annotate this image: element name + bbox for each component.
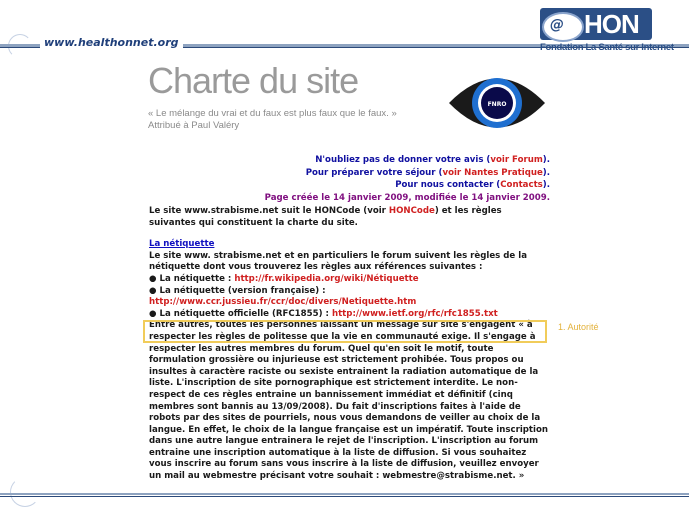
notes-text: ). bbox=[542, 155, 550, 165]
page-quote bbox=[148, 108, 438, 132]
reference-label: ● La nétiquette officielle (RFC1855) : bbox=[149, 308, 332, 319]
quote-text: « Le mélange du vrai et du faux est plus faux que le faux. » bbox=[148, 108, 397, 119]
spacer bbox=[149, 229, 551, 239]
notes-line-contact bbox=[245, 179, 550, 192]
footer-rule bbox=[0, 493, 689, 495]
reference-label: ● La nétiquette : bbox=[149, 273, 235, 284]
jussieu-link[interactable]: http://www.ccr.jussieu.fr/ccr/doc/divers/Netiquette.htm bbox=[149, 297, 417, 308]
ietf-link[interactable]: http://www.ietf.org/rfc/rfc1855.txt bbox=[331, 308, 498, 319]
hon-at-icon bbox=[542, 12, 584, 42]
nantes-pratique-link[interactable]: voir Nantes Pratique bbox=[442, 167, 543, 178]
reference-label: ● La nétiquette (version française) : bbox=[149, 285, 326, 296]
slide-screenshot bbox=[145, 58, 553, 482]
decorative-arc bbox=[10, 477, 40, 507]
eye-logo-icon bbox=[445, 62, 549, 144]
notes-text: Pour préparer votre séjour ( bbox=[305, 167, 443, 178]
footer-rule-dark bbox=[0, 496, 689, 497]
forum-link[interactable]: voir Forum bbox=[490, 155, 543, 165]
notes-text: Pour nous contacter ( bbox=[395, 180, 501, 190]
page-notes bbox=[245, 154, 550, 204]
eye-logo-text: FNRO bbox=[487, 101, 507, 108]
rules-paragraph: Entre autres, toutes les personnes laissant un message sur site s'engagent « à respecter les règles de politesse que la vie en communauté exige. Il s'engage à respecter les autres membres du forum. Quel qu'en soit le motif, toute formulation grossière ou injurieuse est strictement prohibée. Tous propos ou insultes à caractère raciste ou sexiste entrainent la radiation automatique de la liste. L'inscription de site pornographique est strictement interdite. Le non-respect de ces règles entraine un bannissement immédiat et définitif (cinq membres sont bannis au 13/09/2008). Du fait d'inscriptions faites à l'aide de robots par des sites de pourriels, nous vous demandons de veiller au choix de la langue. En effet, le choix de la langue française est un impératif. Toute inscription dans une autre langue entrainera le rejet de l'inscription. L'inscription au forum entraine une inscription automatique à la liste de diffusion. Si vous souhaitez vous inscrire au forum sans vous inscrire à la liste de diffusion, veuillez envoyer un mail au webmestre précisant votre souhait : webmestre@strabisme.net. » bbox=[149, 320, 548, 482]
page-title: Charte du site bbox=[148, 60, 359, 101]
notes-line-forum bbox=[245, 154, 550, 167]
contacts-link[interactable]: Contacts bbox=[500, 180, 543, 190]
page-dates: Page créée le 14 janvier 2009, modifiée le 14 janvier 2009. bbox=[264, 192, 550, 203]
hon-at-mark: @ bbox=[550, 17, 564, 33]
hon-logo-caption: Fondation La Santé sur Internet bbox=[540, 42, 674, 53]
notes-line-nantes bbox=[245, 167, 550, 180]
annotation-label: 1. Autorité bbox=[558, 322, 599, 332]
reference-item bbox=[149, 274, 551, 286]
intro-text: Le site www.strabisme.net suit le HONCode (voir bbox=[149, 206, 389, 216]
intro-paragraph bbox=[149, 206, 551, 229]
notes-text: ). bbox=[542, 180, 550, 190]
hon-badge bbox=[540, 8, 652, 40]
hon-logo bbox=[540, 6, 674, 56]
notes-text: ). bbox=[542, 167, 550, 178]
notes-text: N'oubliez pas de donner votre avis ( bbox=[315, 155, 491, 165]
netiquette-paragraph: Le site www. strabisme.net et en particuliers le forum suivent les règles de la nétiquette dont vous trouverez les règles aux références suivantes : bbox=[149, 250, 527, 273]
quote-attribution: Attribué à Paul Valéry bbox=[148, 120, 240, 131]
highlight-box bbox=[143, 320, 547, 343]
site-url[interactable]: www.healthonnet.org bbox=[40, 36, 183, 49]
netiquette-heading-link[interactable]: La nétiquette bbox=[149, 239, 215, 250]
reference-item bbox=[149, 309, 551, 321]
hon-logo-text: HON bbox=[584, 9, 639, 39]
wikipedia-link[interactable]: http://fr.wikipedia.org/wiki/Nétiquette bbox=[234, 273, 419, 284]
charter-body bbox=[149, 206, 551, 483]
reference-item bbox=[149, 286, 551, 309]
honcode-link[interactable]: HONCode bbox=[388, 206, 435, 216]
intro-text-end: ) et les règles suivantes qui constituent la charte du site. bbox=[149, 206, 502, 228]
